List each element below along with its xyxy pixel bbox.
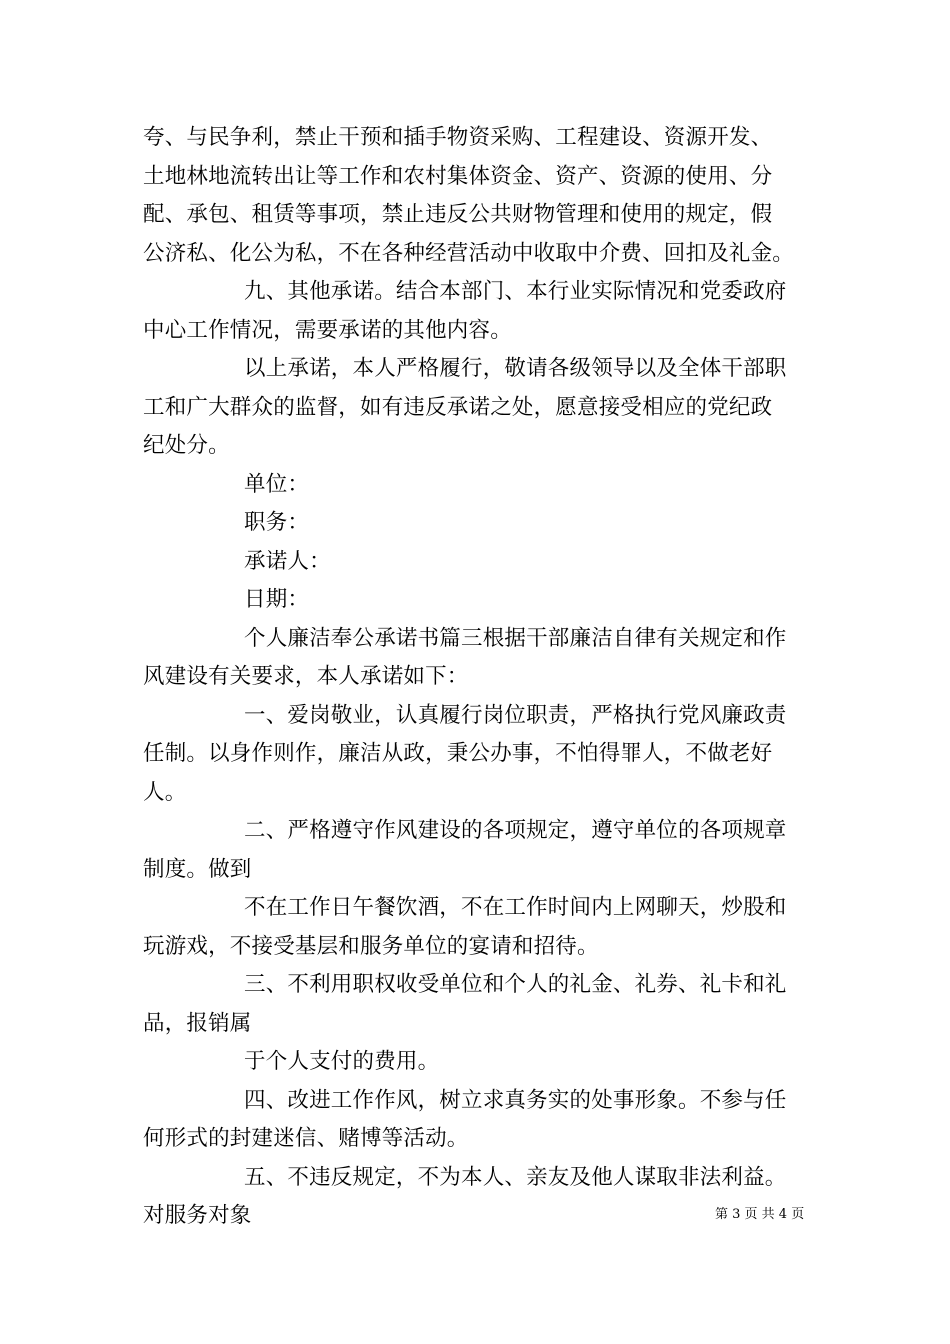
text-line: 三、不利用职权收受单位和个人的礼金、礼券、礼卡和礼 <box>244 972 787 997</box>
text-line: 职务： <box>244 510 310 535</box>
text-line: 土地林地流转出让等工作和农村集体资金、资产、资源的使用、分 <box>143 163 773 189</box>
document-body <box>143 119 813 1236</box>
text-line: 公济私、化公为私，不在各种经营活动中收取中介费、回扣及礼金。 <box>143 240 795 266</box>
text-line: 承诺人： <box>244 548 331 574</box>
text-line: 以上承诺，本人严格履行，敬请各级领导以及全体干部职 <box>244 356 787 381</box>
text-line: 纪处分。 <box>143 433 230 458</box>
text-line: 人。 <box>143 779 187 805</box>
text-line: 对服务对象 <box>143 1203 252 1228</box>
text-line: 任制。以身作则作，廉洁从政，秉公办事，不怕得罪人，不做老好 <box>143 741 773 766</box>
text-line: 于个人支付的费用。 <box>244 1049 440 1074</box>
text-line: 九、其他承诺。结合本部门、本行业实际情况和党委政府 <box>244 279 787 304</box>
text-line: 玩游戏，不接受基层和服务单位的宴请和招待。 <box>143 933 599 959</box>
text-line: 配、承包、租赁等事项，禁止违反公共财物管理和使用的规定，假 <box>143 202 773 227</box>
text-line: 不在工作日午餐饮酒，不在工作时间内上网聊天，炒股和 <box>244 895 787 920</box>
text-line: 四、改进工作作风，树立求真务实的处事形象。不参与任 <box>244 1087 787 1113</box>
text-line: 个人廉洁奉公承诺书篇三根据干部廉洁自律有关规定和作 <box>244 625 787 651</box>
text-line: 何形式的封建迷信、赌博等活动。 <box>143 1126 469 1151</box>
text-line: 风建设有关要求，本人承诺如下： <box>143 664 469 689</box>
text-line: 二、严格遵守作风建设的各项规定，遵守单位的各项规章 <box>244 818 787 843</box>
page-number: 第 3 页 共 4 页 <box>715 1207 805 1222</box>
text-line: 制度。做到 <box>143 856 252 882</box>
text-line: 单位： <box>244 471 310 497</box>
text-line: 五、不违反规定，不为本人、亲友及他人谋取非法利益。 <box>244 1164 787 1190</box>
text-line: 中心工作情况，需要承诺的其他内容。 <box>143 317 512 343</box>
text-line: 品，报销属 <box>143 1010 252 1036</box>
text-line: 夸、与民争利，禁止干预和插手物资采购、工程建设、资源开发、 <box>143 125 773 150</box>
text-line: 工和广大群众的监督，如有违反承诺之处，愿意接受相应的党纪政 <box>143 394 773 420</box>
text-line: 日期： <box>244 587 310 612</box>
text-line: 一、爱岗敬业，认真履行岗位职责，严格执行党风廉政责 <box>244 702 787 728</box>
